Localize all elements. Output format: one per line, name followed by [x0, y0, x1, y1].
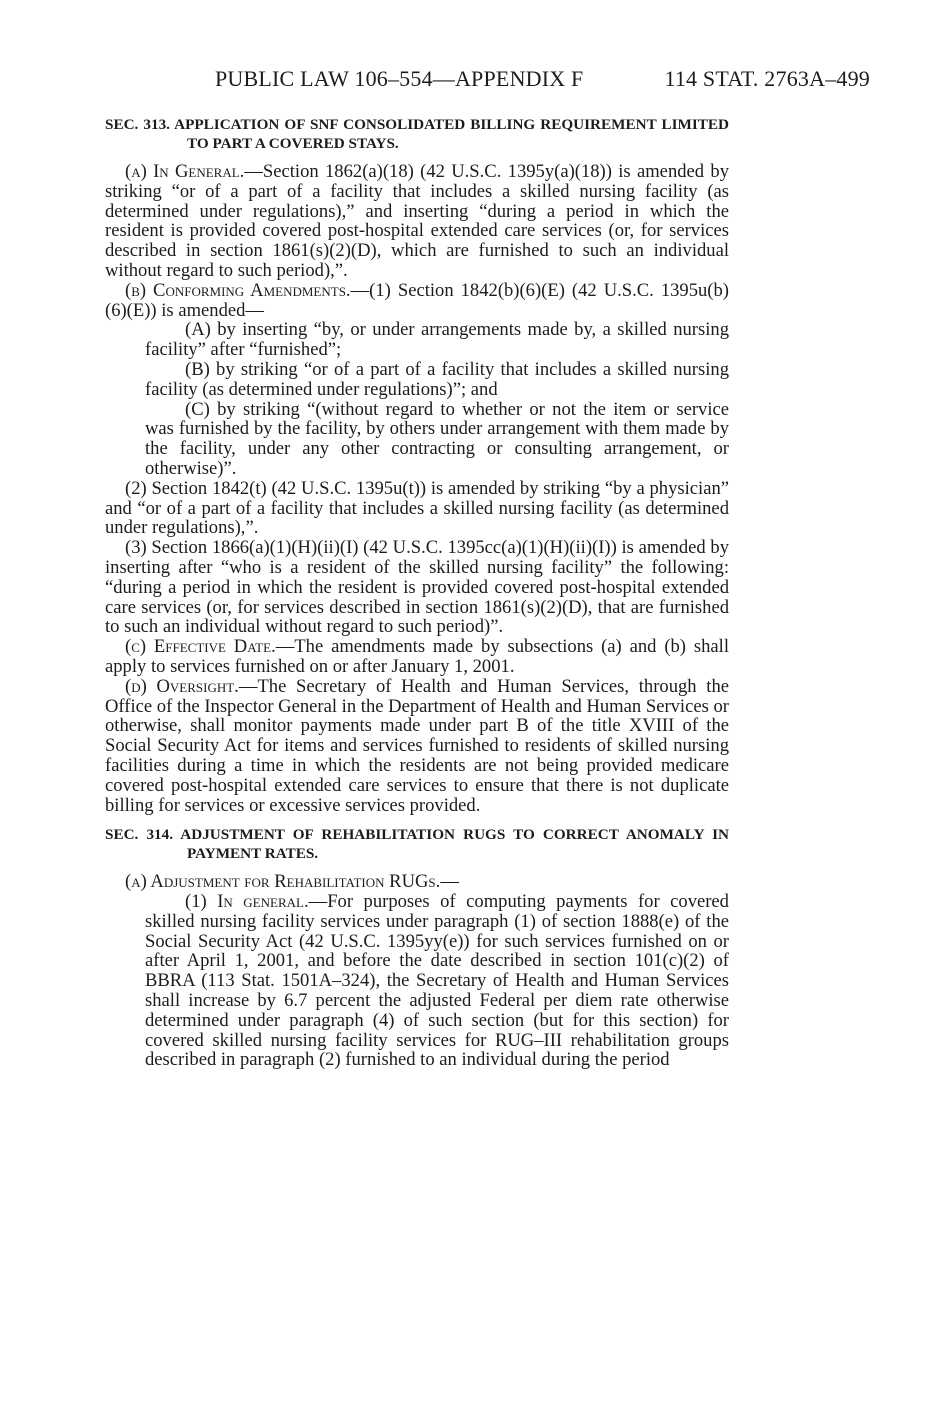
section-313-a [105, 162, 729, 281]
subsection-314a-label: (a) Adjustment for Rehabilitation RUGs. [125, 871, 441, 893]
section-313-heading: SEC. 313. APPLICATION OF SNF CONSOLIDATED BILLING REQUIREMENT LIMITED TO PART A COVERED STAYS. [105, 116, 729, 152]
subsection-b-text: —(1) Section 1842(b)(6)(E) (42 U.S.C. 1395u(b)(6)(E)) is amended— [105, 279, 729, 321]
subparagraph-b1B: (B) by striking “or of a part of a facility that includes a skilled nursing facility (as determined under regulations)”; and [145, 358, 729, 400]
paragraph-314a1-text: —For purposes of computing payments for covered skilled nursing facility services under paragraph (1) of section 1888(e) of the Social Security Act (42 U.S.C. 1395yy(e)) for such services furnished on or after April 1, 2001, and before the date described in section 101(c)(2) of BBRA (113 Stat. 1501A–324), the Secretary of Health and Human Services shall increase by 6.7 percent the adjusted Federal per diem rate otherwise determined under paragraph (4) of such section (but for this section) for covered skilled nursing facility services for RUG–III rehabilitation groups described in paragraph (2) furnished to an individual during the period [145, 891, 729, 1071]
subsection-c-text: —The amendments made by subsections (a) and (b) shall apply to services furnished on or after January 1, 2001. [105, 636, 729, 677]
section-314-heading: SEC. 314. ADJUSTMENT OF REHABILITATION RUGS TO CORRECT ANOMALY IN PAYMENT RATES. [105, 826, 729, 863]
subsection-b-label: (b) Conforming Amendments. [125, 279, 351, 301]
subsection-a-label: (a) In General. [125, 161, 245, 182]
paragraph-b2: (2) Section 1842(t) (42 U.S.C. 1395u(t)) is amended by striking “by a physician” and “or of a part of a facility that includes a skilled nursing facility (as determined under regulations),”. [105, 477, 729, 539]
document-body [105, 115, 729, 1070]
running-head [215, 66, 870, 92]
subsection-c-label: (c) Effective Date. [125, 636, 276, 658]
subparagraph-b1A: (A) by inserting “by, or under arrangements made by, a skilled nursing facility” after “furnished”; [145, 319, 729, 361]
subsection-d-label: (d) Oversight. [125, 675, 239, 697]
section-314-a [105, 872, 729, 892]
paragraph-b3: (3) Section 1866(a)(1)(H)(ii)(I) (42 U.S.C. 1395cc(a)(1)(H)(ii)(I)) is amended by inserting after “who is a resident of the skilled nursing facility” the following: “during a period in which the resident is provided covered post-hospital extended care services (or, for services described in section 1861(s)(2)(D), that are furnished to such an individual without regard to such period)”. [105, 537, 729, 638]
paragraph-314a1 [105, 892, 729, 1070]
subparagraph-b1C: (C) by striking “(without regard to whether or not the item or service was furnished by the facility, by others under arrangement with them made by the facility, under any other contracting or consulting arrangement, or otherwise)”. [145, 398, 729, 479]
section-313-d [105, 677, 729, 816]
subsection-a-text: —Section 1862(a)(18) (42 U.S.C. 1395y(a)(18)) is amended by striking “or of a part of a facility that includes a skilled nursing facility (as determined under regulations),” and inserting “during a period in which the resident is provided covered post-hospital extended care services (or, for services described in section 1861(s)(2)(D), which are furnished to such an individual without regard to such period),”. [105, 161, 729, 281]
subsection-314a-dash: — [440, 871, 459, 893]
subsection-d-text: —The Secretary of Health and Human Services, through the Office of the Inspector General in the Department of Health and Human Services or otherwise, shall monitor payments made under part B of the title XVIII of the Social Security Act for items and services furnished to residents of skilled nursing facilities during a time in which the residents are not being provided medicare covered post-hospital extended care services to ensure that there is not duplicate billing for services or excessive services provided. [105, 675, 730, 816]
paragraph-314a1-label: (1) In general. [185, 891, 309, 913]
statute-citation: 114 STAT. 2763A–499 [664, 66, 870, 91]
running-head-title: PUBLIC LAW 106–554—APPENDIX F [215, 66, 584, 91]
section-313-c [105, 637, 729, 677]
section-313-b [105, 281, 729, 321]
